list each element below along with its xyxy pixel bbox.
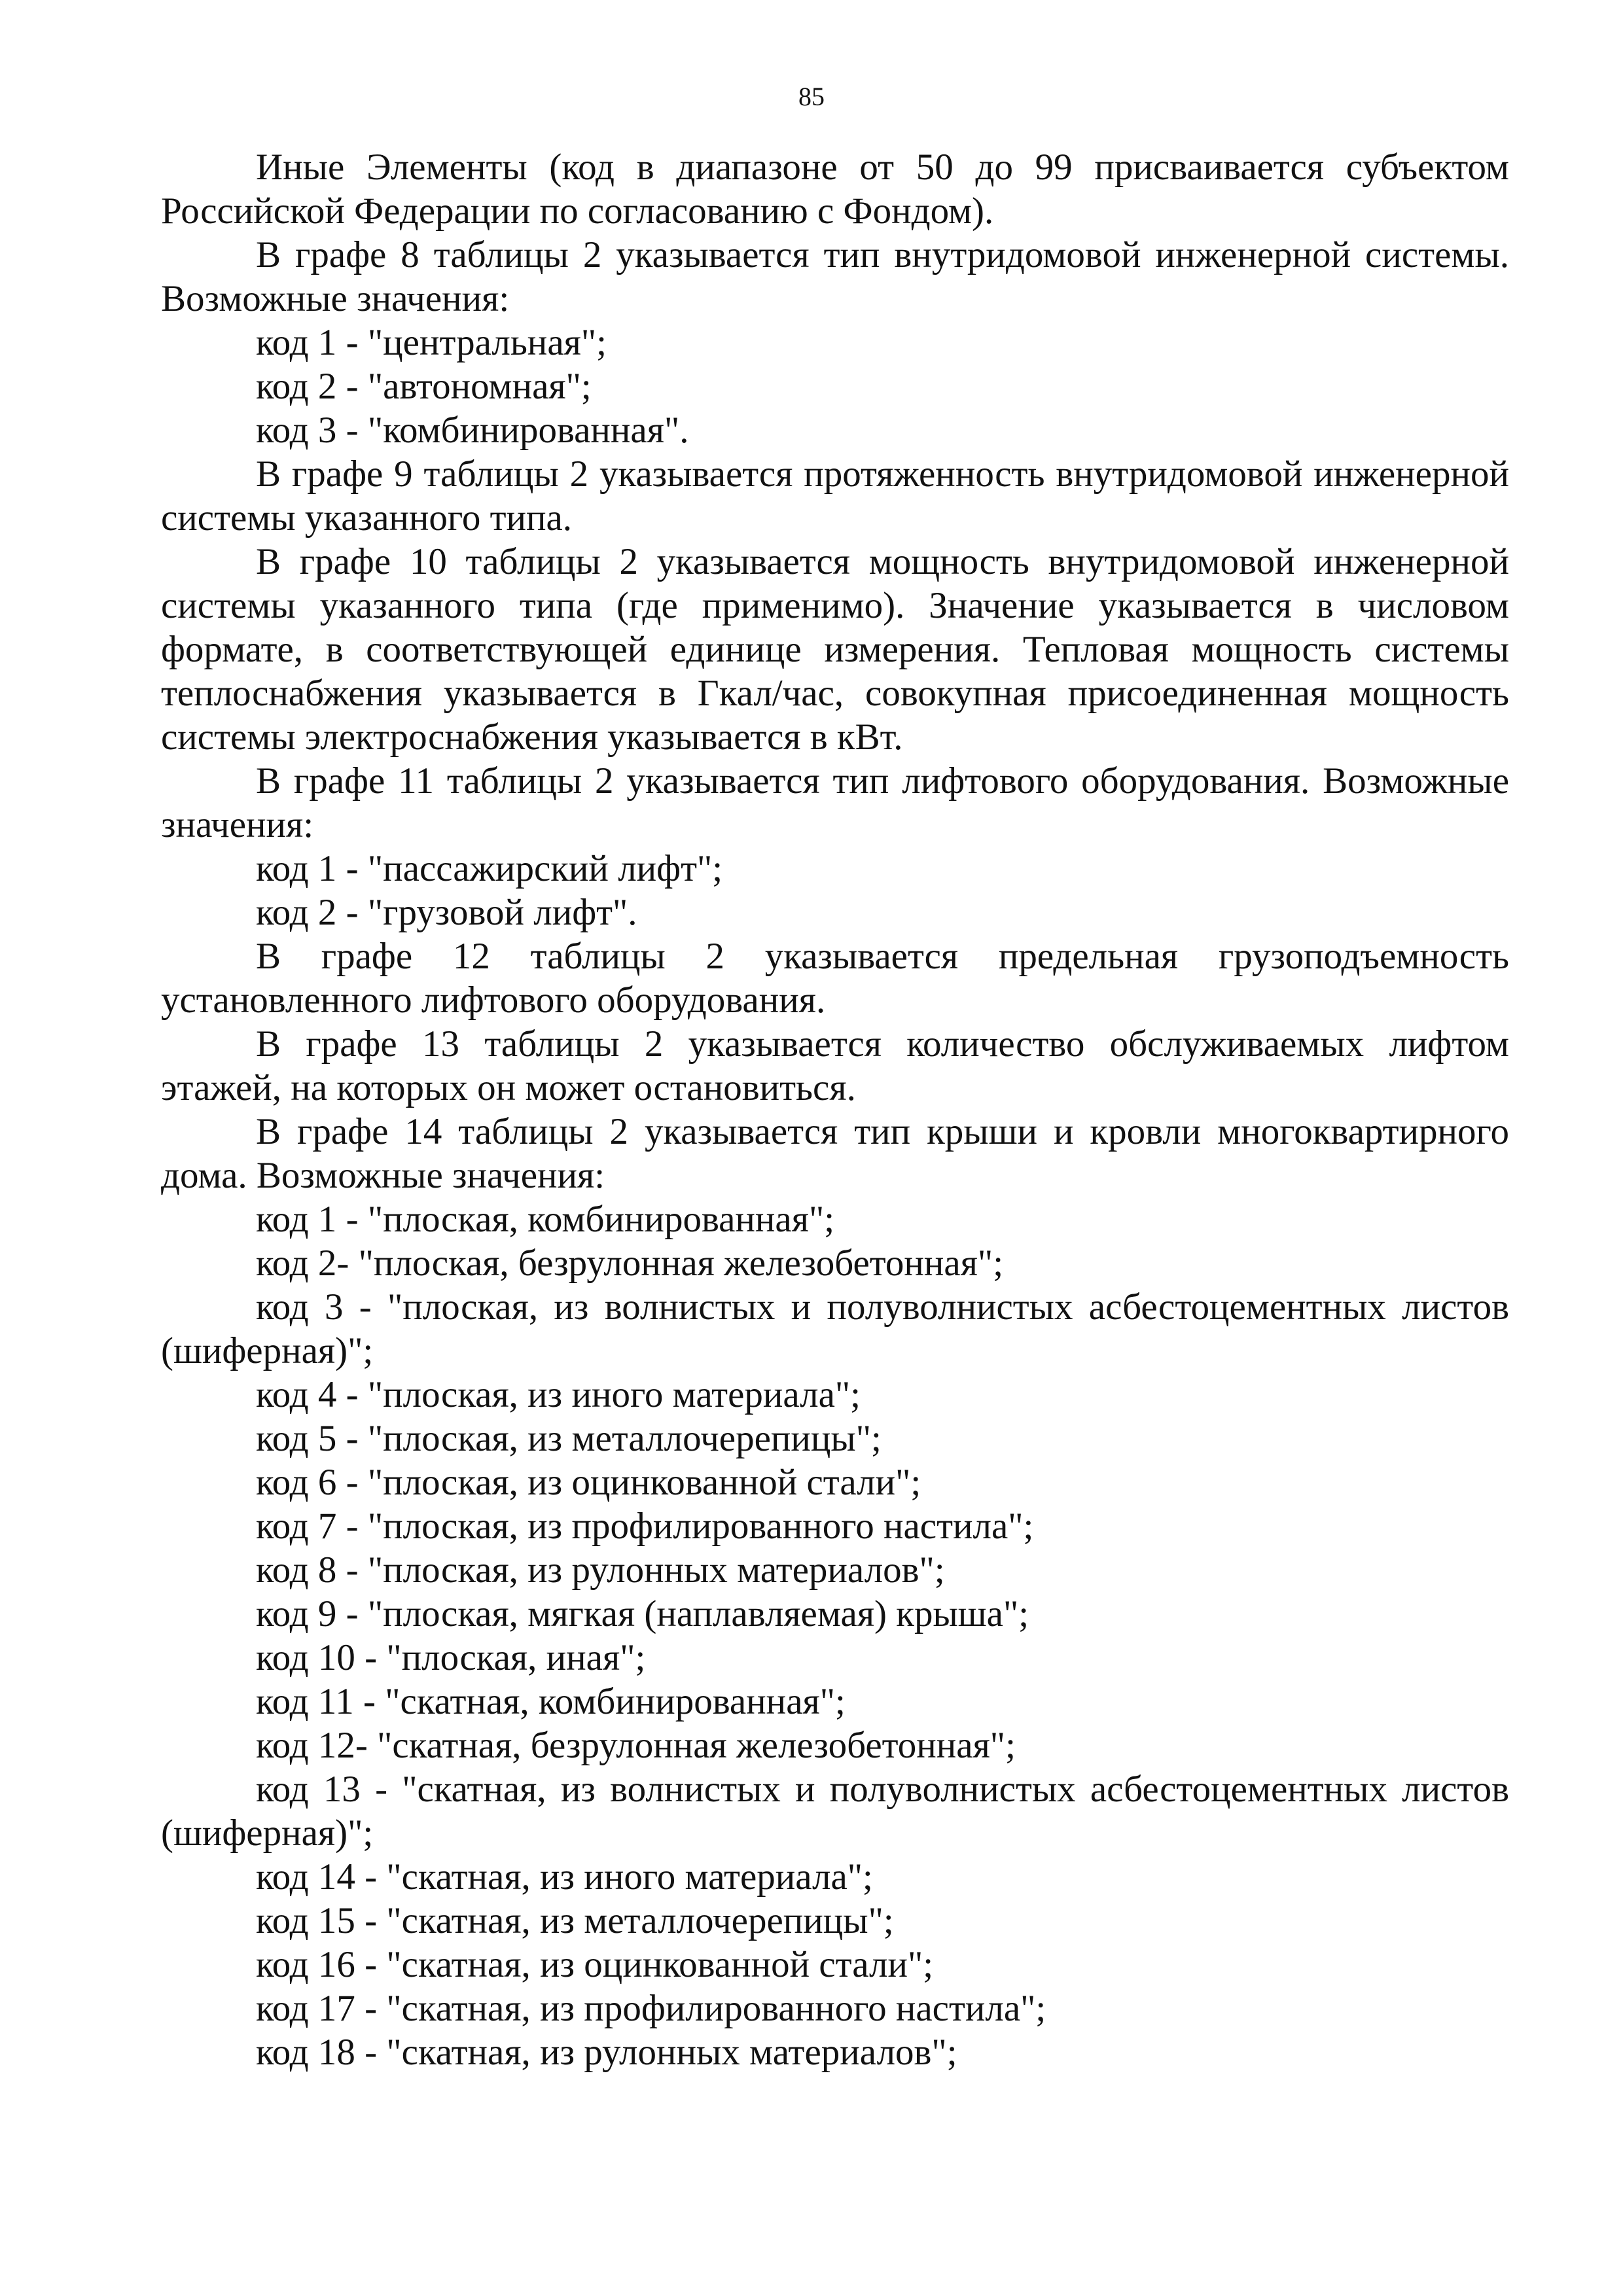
list-item: код 7 - "плоская, из профилированного настила"; <box>256 1506 1034 1547</box>
list-item: код 10 - "плоская, иная"; <box>256 1637 646 1678</box>
list-item: код 9 - "плоская, мягкая (наплавляемая) крыша"; <box>256 1593 1029 1634</box>
list-item: код 3 - "плоская, из волнистых и полуволнистых асбестоцементных листов (шиферная)"; <box>161 1286 1509 1371</box>
paragraph-column-12: В графе 12 таблицы 2 указывается предельная грузоподъемность установленного лифтового оборудования. <box>161 936 1509 1021</box>
list-item: код 12- "скатная, безрулонная железобетонная"; <box>256 1725 1016 1766</box>
paragraph-column-13: В графе 13 таблицы 2 указывается количество обслуживаемых лифтом этажей, на которых он может остановиться. <box>161 1023 1509 1108</box>
list-item: код 11 - "скатная, комбинированная"; <box>256 1681 846 1722</box>
page-number: 85 <box>798 82 825 111</box>
list-item: код 14 - "скатная, из иного материала"; <box>256 1856 873 1898</box>
paragraph-column-14: В графе 14 таблицы 2 указывается тип крыши и кровли многоквартирного дома. Возможные значения: <box>161 1111 1509 1196</box>
list-item: код 1 - "плоская, комбинированная"; <box>256 1199 835 1240</box>
document-body <box>161 145 1509 2074</box>
list-item: код 2- "плоская, безрулонная железобетонная"; <box>256 1243 1004 1284</box>
list-item: код 16 - "скатная, из оцинкованной стали"; <box>256 1944 934 1985</box>
paragraph-other-elements: Иные Элементы (код в диапазоне от 50 до 99 присваивается субъектом Российской Федерации по согласованию с Фондом). <box>161 147 1509 232</box>
list-item: код 8 - "плоская, из рулонных материалов"; <box>256 1549 945 1591</box>
paragraph-column-10: В графе 10 таблицы 2 указывается мощность внутридомовой инженерной системы указанного типа (где применимо). Значение указывается в числовом формате, в соответствующей единице измерения. Тепловая мощность системы теплоснабжения указывается в Гкал/час, совокупная присоединенная мощность системы электроснабжения указывается в кВт. <box>161 541 1509 758</box>
list-item: код 1 - "центральная"; <box>256 322 607 363</box>
list-item: код 13 - "скатная, из волнистых и полуволнистых асбестоцементных листов (шиферная)"; <box>161 1769 1509 1854</box>
list-item: код 4 - "плоская, из иного материала"; <box>256 1374 861 1415</box>
list-item: код 2 - "автономная"; <box>256 366 592 407</box>
list-item: код 17 - "скатная, из профилированного настила"; <box>256 1988 1046 2029</box>
list-item: код 1 - "пассажирский лифт"; <box>256 848 723 889</box>
list-item: код 18 - "скатная, из рулонных материалов"; <box>256 2032 957 2073</box>
list-item: код 2 - "грузовой лифт". <box>256 892 637 933</box>
list-item: код 15 - "скатная, из металлочерепицы"; <box>256 1900 894 1941</box>
list-item: код 5 - "плоская, из металлочерепицы"; <box>256 1418 882 1459</box>
list-item: код 3 - "комбинированная". <box>256 410 689 451</box>
paragraph-column-11: В графе 11 таблицы 2 указывается тип лифтового оборудования. Возможные значения: <box>161 760 1509 845</box>
list-item: код 6 - "плоская, из оцинкованной стали"; <box>256 1462 921 1503</box>
paragraph-column-8: В графе 8 таблицы 2 указывается тип внутридомовой инженерной системы. Возможные значения: <box>161 234 1509 319</box>
paragraph-column-9: В графе 9 таблицы 2 указывается протяженность внутридомовой инженерной системы указанного типа. <box>161 453 1509 539</box>
